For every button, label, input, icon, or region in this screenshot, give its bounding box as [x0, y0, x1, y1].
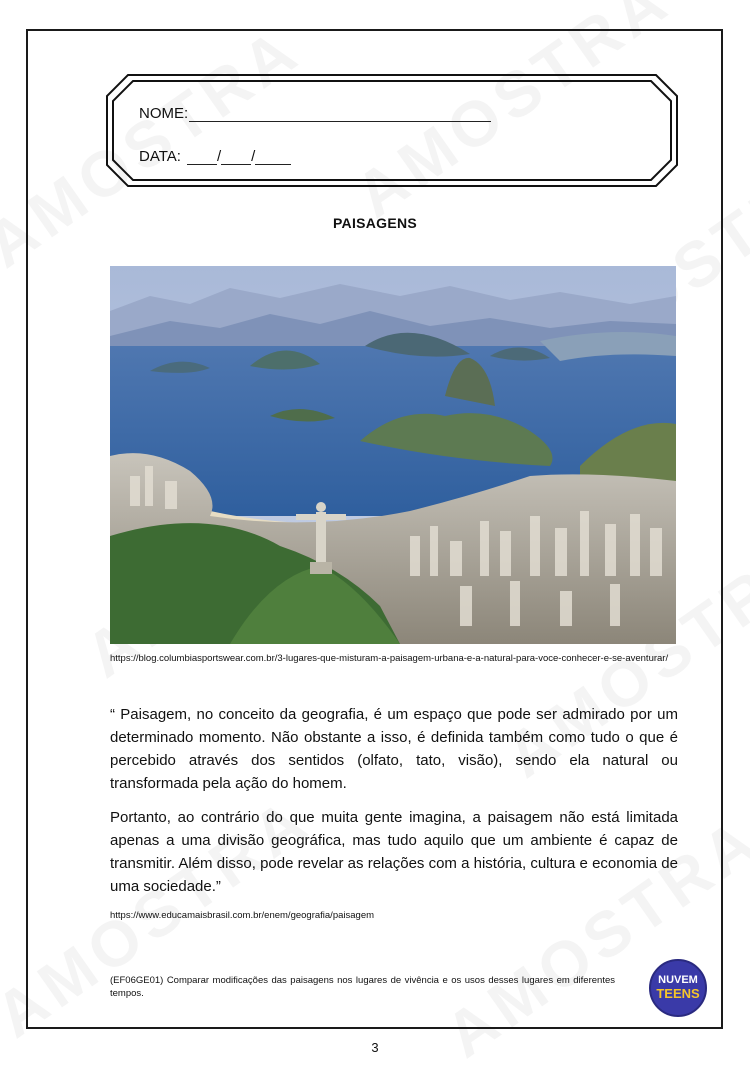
- landscape-photo: [110, 266, 676, 644]
- nuvem-teens-logo: [648, 958, 708, 1018]
- date-month-blank[interactable]: [221, 150, 251, 165]
- page-title: PAISAGENS: [332, 215, 418, 231]
- name-label: NOME:: [139, 105, 189, 122]
- name-blank[interactable]: [189, 107, 491, 122]
- skill-code: (EF06GE01) Comparar modificações das paisagens nos lugares de vivência e os usos desses lugares em diferentes tempos.: [110, 975, 615, 999]
- page-number: 3: [371, 1040, 379, 1055]
- paragraph-2: Portanto, ao contrário do que muita gente imagina, a paisagem não está limitada apenas a uma divisão geográfica, mas tudo aquilo que um ambiente é capaz de transmitir. Além disso, pode revelar as relações com a história, cultura e economia de uma sociedade.”: [110, 809, 678, 895]
- date-label: DATA:: [139, 148, 181, 165]
- header-frame: [106, 74, 678, 187]
- logo-text-nuvem: NUVEM: [658, 974, 698, 986]
- date-field[interactable]: [139, 148, 291, 165]
- logo-text-teens: TEENS: [656, 986, 700, 1001]
- student-info-box: [106, 74, 678, 187]
- name-field[interactable]: [139, 105, 491, 122]
- image-source[interactable]: https://blog.columbiasportswear.com.br/3-lugares-que-misturam-a-paisagem-urbana-e-a-natural-para-voce-conhecer-e-se-aventurar/: [110, 653, 669, 664]
- date-year-blank[interactable]: [255, 150, 291, 165]
- text-source[interactable]: https://www.educamaisbrasil.com.br/enem/geografia/paisagem: [110, 910, 375, 921]
- date-separator: /: [251, 148, 256, 165]
- date-day-blank[interactable]: [187, 150, 217, 165]
- date-separator: /: [216, 148, 222, 165]
- paragraph-1: “ Paisagem, no conceito da geografia, é um espaço que pode ser admirado por um determinado momento. Não obstante a isso, é definida também como tudo o que é percebido através dos sentidos (olfato, tato, visão), sendo ela natural ou transformada pela ação do homem.: [110, 706, 678, 792]
